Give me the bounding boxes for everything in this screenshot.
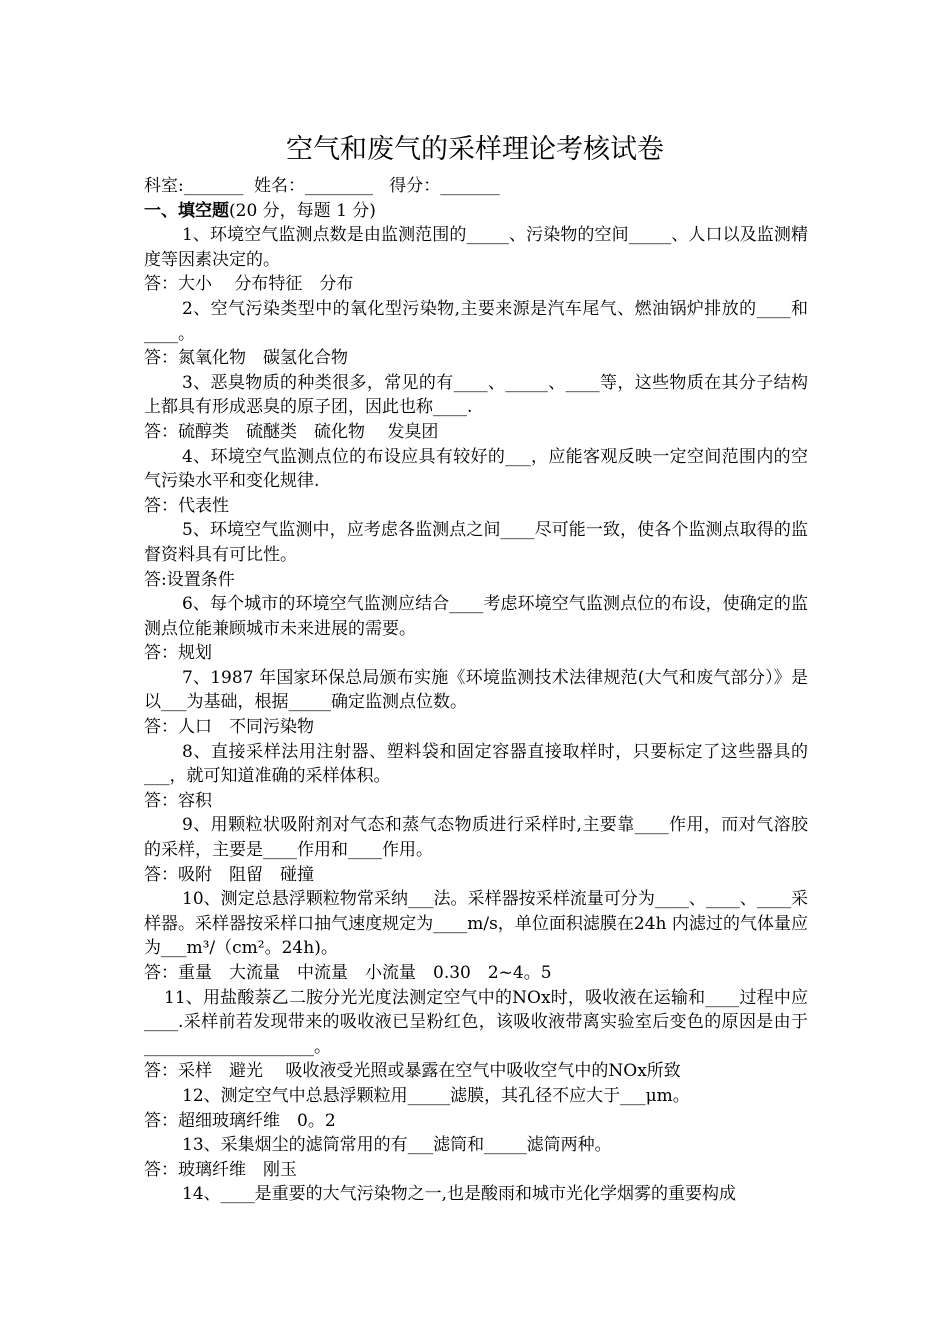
dept-blank: _______ (183, 176, 244, 196)
question-4: 4、环境空气监测点位的布设应具有较好的___，应能客观反映一定空间范围内的空气污染水平和变化规律. (144, 446, 808, 492)
answer-7: 答：人口 不同污染物 (144, 717, 314, 738)
question-7: 7、1987 年国家环保总局颁布实施《环境监测技术法律规范(大气和废气部分）》是以___为基础，根据_____确定监测点位数。 (144, 667, 808, 713)
question-12: 12、测定空气中总悬浮颗粒用_____滤膜，其孔径不应大于___μm。 (182, 1085, 690, 1106)
question-13: 13、采集烟尘的滤筒常用的有___滤筒和_____滤筒两种。 (182, 1135, 612, 1156)
question-10: 10、测定总悬浮颗粒物常采纳___法。采样器按采样流量可分为____、____、____采样器。采样器按采样口抽气速度规定为____m/s，单位面积滤膜在24h 内滤过的气体量应为___m³/（cm²。24h)。 (144, 889, 808, 959)
name-blank: ________ (305, 176, 374, 196)
answer-4: 答：代表性 (144, 495, 229, 516)
answer-3: 答：硫醇类 硫醚类 硫化物 发臭团 (144, 421, 439, 442)
question-3: 3、恶臭物质的种类很多，常见的有____、_____、____等，这些物质在其分子结构上都具有形成恶臭的原子团，因此也称____. (144, 372, 808, 418)
answer-1: 答：大小 分布特征 分布 (144, 274, 354, 295)
answer-9: 答：吸附 阻留 碰撞 (144, 864, 314, 885)
answer-13: 答：玻璃纤维 刚玉 (144, 1159, 297, 1180)
answer-2: 答：氮氧化物 碳氢化合物 (144, 348, 348, 369)
question-1: 1、环境空气监测点数是由监测范围的_____、污染物的空间_____、人口以及监测精度等因素决定的。 (144, 225, 808, 270)
answer-12: 答：超细玻璃纤维 0。2 (144, 1110, 336, 1131)
answer-5: 答:设置条件 (144, 569, 235, 590)
section-heading: 一、填空题 (144, 200, 229, 221)
name-label: 姓名： (254, 176, 306, 196)
page-title: 空气和废气的采样理论考核试卷 (286, 134, 664, 165)
answer-11: 答：采样 避光 吸收液受光照或暴露在空气中吸收空气中的NOx所致 (144, 1061, 681, 1082)
answer-10: 答：重量 大流量 中流量 小流量 0.30 2~4。5 (144, 963, 552, 983)
section-heading-line (144, 199, 808, 224)
question-2: 2、空气污染类型中的氧化型污染物,主要来源是汽车尾气、燃油锅炉排放的____和____。 (144, 298, 808, 344)
question-6: 6、每个城市的环境空气监测应结合____考虑环境空气监测点位的布设，使确定的监测点位能兼顾城市未来进展的需要。 (144, 594, 808, 639)
question-14: 14、____是重要的大气污染物之一,也是酸雨和城市光化学烟雾的重要构成 (182, 1184, 737, 1205)
question-11: 11、用盐酸萘乙二胺分光光度法测定空气中的NOx时，吸收液在运输和____过程中应____.采样前若发现带来的吸收液已呈粉红色，该吸收液带离实验室后变色的原因是由于____________________。 (144, 987, 808, 1057)
question-9: 9、用颗粒状吸附剂对气态和蒸气态物质进行采样时,主要靠____作用，而对气溶胶的采样，主要是____作用和____作用。 (144, 815, 808, 861)
score-label: 得分： (389, 176, 441, 196)
exam-content (144, 174, 808, 1207)
dept-label: 科室: (144, 176, 184, 196)
answer-8: 答：容积 (144, 790, 212, 811)
score-blank: _______ (440, 176, 500, 196)
answer-6: 答：规划 (144, 643, 212, 664)
section-note: (20 分，每题 1 分) (229, 200, 376, 221)
question-5: 5、环境空气监测中，应考虑各监测点之间____尽可能一致，使各个监测点取得的监督资料具有可比性。 (144, 520, 808, 565)
header-info (144, 174, 808, 199)
question-8: 8、直接采样法用注射器、塑料袋和固定容器直接取样时，只要标定了这些器具的___，就可知道准确的采样体积。 (144, 741, 808, 787)
